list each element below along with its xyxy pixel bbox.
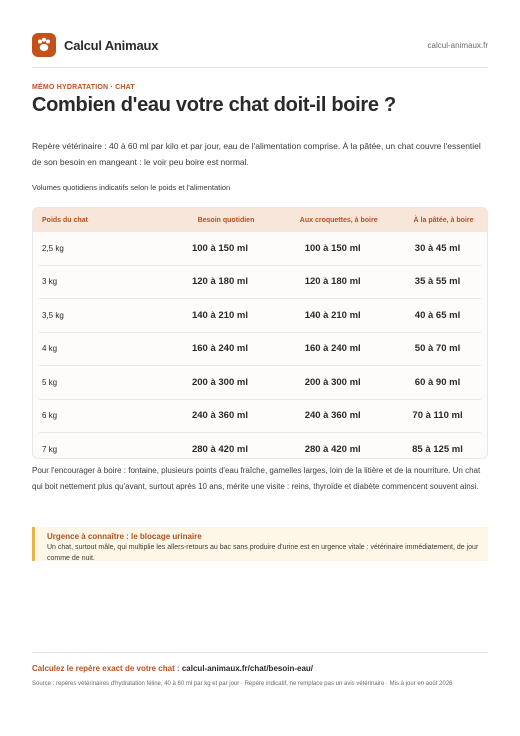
paw-icon [32, 33, 56, 57]
cell-daily-need: 200 à 300 ml [191, 376, 248, 388]
table-row [39, 433, 481, 459]
brand-name: Calcul Animaux [64, 37, 159, 53]
footer-divider [32, 652, 488, 653]
cell-dry-food: 240 à 360 ml [304, 410, 361, 422]
cell-daily-need: 160 à 240 ml [191, 343, 248, 355]
cell-wet-food: 35 à 55 ml [414, 276, 461, 288]
cell-dry-food: 120 à 180 ml [304, 276, 361, 288]
cell-weight: 7 kg [42, 444, 58, 454]
page-title: Combien d'eau votre chat doit-il boire ? [32, 94, 396, 116]
cell-weight: 3,5 kg [42, 310, 64, 320]
table-row [39, 366, 481, 400]
table-row [39, 400, 481, 434]
alert-title: Urgence à connaître : le blocage urinaire [47, 532, 202, 541]
cell-weight: 5 kg [42, 377, 58, 387]
cell-weight: 3 kg [42, 277, 58, 287]
alert-text: Un chat, surtout mâle, qui multiplie les allers-retours au bac sans produire d'urine est en urgence vitale : vétérinaire immédiatement, de jour comme de nuit. [47, 544, 479, 562]
cell-wet-food: 50 à 70 ml [414, 343, 461, 355]
cta-label: Calculez le repère exact de votre chat : [32, 664, 180, 673]
cell-weight: 6 kg [42, 411, 58, 421]
site-url[interactable]: calcul-animaux.fr [427, 40, 488, 50]
water-needs-table [32, 207, 488, 459]
cell-wet-food: 30 à 45 ml [414, 242, 461, 254]
cell-wet-food: 85 à 125 ml [412, 443, 463, 455]
column-header-dry-food: Aux croquettes, à boire [299, 216, 378, 224]
column-header-weight: Poids du chat [42, 216, 88, 224]
calculator-cta [32, 664, 313, 673]
eyebrow-label: MÉMO HYDRATATION · CHAT [32, 84, 135, 91]
cell-daily-need: 120 à 180 ml [191, 276, 248, 288]
header-divider [32, 67, 488, 68]
urgent-alert-box [32, 527, 488, 561]
table-header [33, 208, 487, 232]
cell-weight: 2,5 kg [42, 243, 64, 253]
column-header-wet-food: À la pâtée, à boire [413, 216, 474, 224]
cell-daily-need: 100 à 150 ml [191, 242, 248, 254]
column-header-daily-need: Besoin quotidien [197, 216, 255, 224]
cell-daily-need: 240 à 360 ml [191, 410, 248, 422]
cell-dry-food: 140 à 210 ml [304, 309, 361, 321]
cell-wet-food: 70 à 110 ml [412, 410, 463, 422]
cell-dry-food: 100 à 150 ml [304, 242, 361, 254]
advice-paragraph: Pour l'encourager à boire : fontaine, plusieurs points d'eau fraîche, gamelles larges, loin de la litière et de la nourriture. Un chat qui boit nettement plus qu'avant, surtout après 10 ans, mérite une visite : reins, thyroïde et diabète commencent souvent ainsi. [32, 466, 481, 491]
source-note: Source : repères vétérinaires d'hydratation féline, 40 à 60 ml par kg et par jour · Repère indicatif, ne remplace pas un avis vétérinaire · Mis à jour en août 2026 [32, 681, 453, 687]
table-row [39, 232, 481, 266]
table-caption: Volumes quotidiens indicatifs selon le poids et l'alimentation [32, 183, 231, 192]
intro-paragraph: Repère vétérinaire : 40 à 60 ml par kilo et par jour, eau de l'alimentation comprise. À la pâtée, un chat couvre l'essentiel de son besoin en mangeant : le voir peu boire est normal. [32, 141, 481, 167]
cell-daily-need: 140 à 210 ml [191, 309, 248, 321]
table-row [39, 266, 481, 300]
cell-wet-food: 60 à 90 ml [414, 376, 461, 388]
site-header [32, 31, 488, 59]
cell-dry-food: 160 à 240 ml [304, 343, 361, 355]
cell-dry-food: 200 à 300 ml [304, 376, 361, 388]
cell-dry-food: 280 à 420 ml [304, 443, 361, 455]
cell-weight: 4 kg [42, 344, 58, 354]
table-row [39, 333, 481, 367]
brand[interactable] [32, 33, 158, 57]
cta-link[interactable]: calcul-animaux.fr/chat/besoin-eau/ [181, 664, 314, 673]
table-row [39, 299, 481, 333]
cell-wet-food: 40 à 65 ml [414, 309, 461, 321]
cell-daily-need: 280 à 420 ml [191, 443, 248, 455]
